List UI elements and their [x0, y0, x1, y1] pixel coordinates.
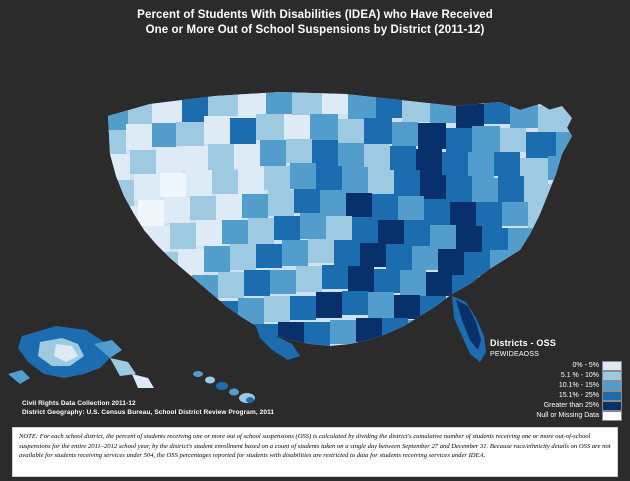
credit-line-1: Civil Rights Data Collection 2011-12	[22, 400, 136, 407]
legend-item	[490, 371, 622, 380]
legend-title: Districts - OSS	[490, 338, 557, 348]
map-legend	[490, 338, 622, 421]
legend-item-label: 15.1% - 25%	[558, 392, 599, 399]
legend-item-swatch	[602, 371, 622, 381]
credit-line-2: District Geography: U.S. Census Bureau, School District Review Program, 2011	[22, 409, 275, 416]
legend-item	[490, 381, 622, 390]
legend-item-swatch	[602, 391, 622, 401]
legend-item-swatch	[602, 361, 622, 371]
legend-item-label: 5.1 % - 10%	[560, 372, 599, 379]
legend-item-swatch	[602, 411, 622, 421]
footnote-text: NOTE: For each school district, the percent of students receiving one or more out of school suspensions (OSS) is calculated by dividing the district's cumulative number of students receiving one or more out-of-school suspensions for the entire 2011–2012 school year, by the district's student enrollment based on a count of students taken on a single day between September 27 and December 31. Because race/ethnicity details on OSS are not available for students receiving services under 504, the OSS percentages reported for students with disabilities are restricted to data for students receiving services under IDEA.	[19, 433, 611, 460]
alaska-inset	[8, 326, 154, 388]
legend-subtitle: PEWIDEAOSS	[490, 351, 540, 358]
page-title-line-1: Percent of Students With Disabilities (IDEA) who Have Received	[137, 9, 493, 21]
legend-item	[490, 361, 622, 370]
legend-item	[490, 401, 622, 410]
legend-item	[490, 391, 622, 400]
legend-item-swatch	[602, 381, 622, 391]
legend-item-label: Null or Missing Data	[536, 412, 599, 419]
source-credit	[22, 399, 274, 417]
district-polygons	[100, 91, 580, 356]
legend-item-label: Greater than 25%	[543, 402, 599, 409]
page-title-line-2: One or More Out of School Suspensions by District (2011-12)	[145, 24, 485, 36]
page-title	[0, 8, 630, 38]
legend-item	[490, 411, 622, 420]
lower-48-states	[100, 91, 580, 362]
footnote	[12, 427, 618, 477]
legend-item-label: 0% - 5%	[572, 362, 599, 369]
legend-item-label: 10.1% - 15%	[558, 382, 599, 389]
legend-item-swatch	[602, 401, 622, 411]
